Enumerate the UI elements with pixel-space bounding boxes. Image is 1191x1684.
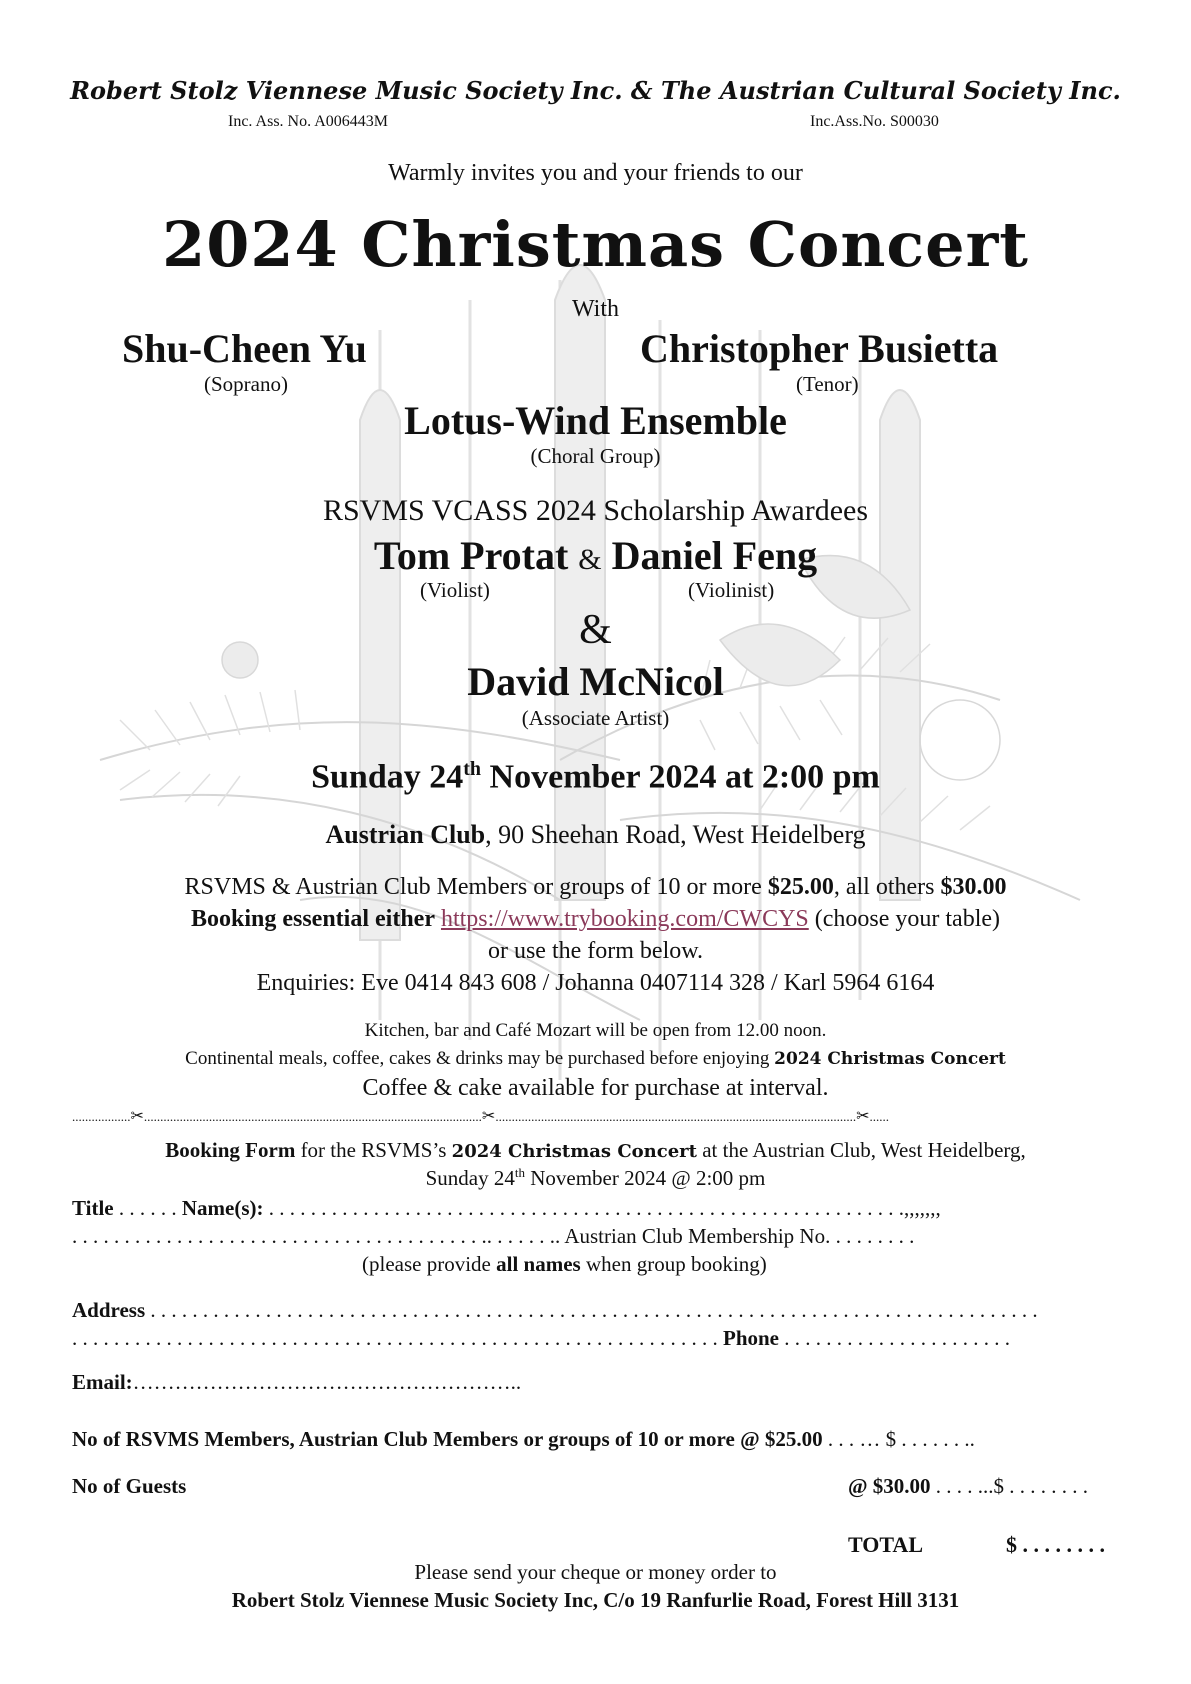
date-suffix: th [463,758,482,780]
concert-title: 2024 Christmas Concert [162,208,1029,281]
group-booking-note [362,1252,767,1277]
members-price: $25.00 [767,874,834,900]
members-count-label: No of RSVMS Members, Austrian Club Members or groups of 10 or more @ $25.00 [72,1427,823,1451]
phone-field[interactable]: . . . . . . . . . . . . . . . . . . . . . . [779,1326,1011,1350]
performer-role: (Soprano) [204,372,288,396]
reg-number-right: Inc.Ass.No. S00030 [810,113,939,130]
cut-here-line [72,1106,1120,1126]
pricing-line [0,874,1191,901]
ampersand: & [578,543,602,576]
total-field[interactable]: $ . . . . . . . . [1006,1532,1105,1557]
pricing-text: , all others [833,874,941,900]
note-text: (please provide [362,1252,497,1276]
performer-name: Tom Protat [373,533,569,578]
guests-count-field[interactable]: . . . . ...$ . . . . . . . . [930,1474,1089,1498]
societies-header: Robert Stolz Viennese Music Society Inc. & The Austrian Cultural Society Inc. [70,76,1121,105]
performer-role: (Violinist) [688,578,775,602]
guests-label: No of Guests [72,1474,187,1498]
performer-name: Daniel Feng [611,533,818,578]
booking-form-date [0,1165,1191,1191]
trybooking-link[interactable]: https://www.trybooking.com/CWCYS [440,906,809,932]
dotted-segment: .................. [72,1109,131,1124]
ampersand-large: & [579,607,612,653]
performer-name: Shu-Cheen Yu [122,326,367,371]
intro-text: Warmly invites you and your friends to our [388,160,803,186]
dotted-segment: ............................................................................................................... [495,1109,857,1124]
concert-title-inline: 2024 Christmas Concert [451,1141,697,1162]
note-text: when group booking) [580,1252,767,1276]
booking-form-heading [0,1138,1191,1163]
performer-role: (Associate Artist) [521,706,670,730]
performer-role: (Choral Group) [530,444,661,468]
others-price: $30.00 [940,874,1007,900]
address-label: Address [72,1298,146,1322]
address-row [72,1298,1038,1323]
enquiries: Enquiries: Eve 0414 843 608 / Johanna 0407114 328 / Karl 5964 6164 [256,970,935,996]
title-label: Title [72,1196,114,1220]
scholarship-awardees [0,532,1191,579]
date-text: November 2024 at 2:00 pm [481,758,880,796]
catering-text: Continental meals, coffee, cakes & drinks may be purchased before enjoying [185,1048,775,1069]
form-text: at the Austrian Club, West Heidelberg, [696,1138,1026,1162]
names-label: Name(s): [181,1196,264,1220]
scissors-icon: ✂ [130,1108,144,1125]
form-text: for the RSVMS’s [295,1138,452,1162]
dotted-segment: ...... [869,1109,889,1124]
membership-row[interactable]: . . . . . . . . . . . . . . . . . . . . . . . . . . . . . . . . . . . . . . . .. . . . . . .. Austrian Club Membership No. . . . . . . . . [72,1224,915,1248]
scissors-icon: ✂ [856,1108,870,1125]
address-phone-row [72,1326,1010,1351]
scholarship-heading: RSVMS VCASS 2024 Scholarship Awardees [322,494,869,527]
performer-name: Lotus-Wind Ensemble [404,398,787,443]
form-note: or use the form below. [487,938,704,964]
concert-date [0,758,1191,796]
phone-label: Phone [723,1326,780,1350]
catering-line: Coffee & cake available for purchase at interval. [362,1075,829,1101]
guests-count-row [848,1474,1088,1499]
email-row [72,1370,521,1395]
date-text: Sunday 24 [425,1166,515,1190]
title-field[interactable]: . . . . . . [113,1196,182,1220]
venue-name: Austrian Club [325,820,486,849]
send-instructions: Please send your cheque or money order to [414,1560,777,1584]
title-names-row [72,1196,941,1221]
concert-title-inline: 2024 Christmas Concert [774,1049,1006,1069]
note-bold: all names [496,1252,581,1276]
address-field[interactable]: . . . . . . . . . . . . . . . . . . . . . . . . . . . . . . . . . . . . . . . . . . . . . . . . . . . . . . . . . . . . . . [72,1326,723,1350]
address-field[interactable]: . . . . . . . . . . . . . . . . . . . . . . . . . . . . . . . . . . . . . . . . . . . . . . . . . . . . . . . . . . . . . . . . . . . . . . . . . . . . . . . . . . . . . [145,1298,1038,1322]
catering-line: Kitchen, bar and Café Mozart will be open from 12.00 noon. [364,1020,827,1041]
email-field[interactable]: ……………………………………………….. [132,1370,522,1394]
email-label: Email: [72,1370,133,1394]
booking-label: Booking essential either [190,906,435,932]
performer-role: (Tenor) [796,372,859,396]
with-label: With [571,296,620,322]
reg-number-left: Inc. Ass. No. A006443M [228,113,389,130]
date-text: Sunday 24 [311,758,464,796]
date-suffix: th [514,1165,525,1180]
members-count-field[interactable]: . . . … $ . . . . . . .. [822,1427,975,1451]
venue-address: , 90 Sheehan Road, West Heidelberg [485,820,866,849]
performer-name: David McNicol [467,659,724,704]
form-label: Booking Form [165,1138,296,1162]
send-address: Robert Stolz Viennese Music Society Inc, C/o 19 Ranfurlie Road, Forest Hill 3131 [231,1588,960,1612]
scissors-icon: ✂ [481,1108,496,1125]
guests-price: @ $30.00 [848,1474,931,1498]
date-text: November 2024 @ 2:00 pm [524,1166,766,1190]
booking-line [0,906,1191,933]
performer-name: Christopher Busietta [640,326,999,371]
pricing-text: RSVMS & Austrian Club Members or groups of 10 or more [184,874,768,900]
names-field[interactable]: . . . . . . . . . . . . . . . . . . . . . . . . . . . . . . . . . . . . . . . . . . . . . . . . . . . . . . . . . . . . .,,,,,,, [263,1196,941,1220]
performer-role: (Violist) [420,578,490,602]
members-count-row [72,1427,975,1452]
catering-line [0,1048,1191,1070]
booking-tail: (choose your table) [808,906,1001,932]
total-label: TOTAL [848,1532,923,1557]
venue [0,820,1191,850]
dotted-segment: ........................................................................................................ [143,1109,482,1124]
